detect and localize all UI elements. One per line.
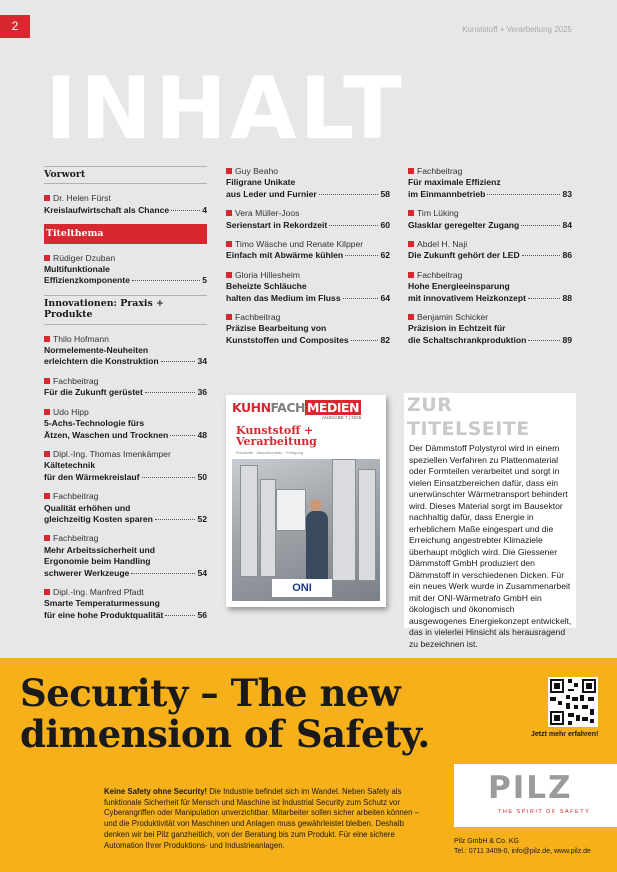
toc-title-line: aus Leder und Furnier 58 xyxy=(226,188,390,199)
title-page-box xyxy=(404,393,576,649)
toc-title-line: Hohe Energieeinsparung xyxy=(408,281,510,292)
toc-entry[interactable] xyxy=(226,239,390,262)
cover-logo: ONI xyxy=(272,579,332,597)
ad-body-text: Keine Safety ohne Security! Die Industrie befindet sich im Wandel. Neben Safety als funktionale Sicherheit für Mensch und Maschine ist Industrial Security zum Schutz vor Cyberangriffen oder Manipulation unverzichtbar. Mitarbeiter sollen sicher arbeiten können – und die Produktivität von Maschinen und Anlagen muss gewährleistet bleiben. Deshalb denken wir bei Pilz ganzheitlich, von der Beratung bis zum Produkt. Für eine sichere Automation Ihrer Produktions- und Industrieanlagen. xyxy=(104,787,419,850)
toc-page: 4 xyxy=(202,204,207,215)
toc-page: 50 xyxy=(197,471,207,482)
toc-title-line: Beheizte Schläuche xyxy=(226,281,307,292)
cover-brand: KUHNFACH MEDIEN xyxy=(232,400,359,415)
toc-page: 52 xyxy=(197,513,207,524)
toc-entry[interactable] xyxy=(408,270,572,304)
toc-column-2 xyxy=(226,166,390,354)
toc-title-line: Effizienzkomponente 5 xyxy=(44,275,207,286)
toc-entry[interactable] xyxy=(44,253,207,287)
toc-entry[interactable] xyxy=(44,334,207,368)
toc-title-line: schwerer Werkzeuge 54 xyxy=(44,567,207,578)
toc-entry[interactable] xyxy=(408,208,572,231)
toc-title-line: Ätzen, Waschen und Trocknen 48 xyxy=(44,429,207,440)
toc-page: 62 xyxy=(380,250,390,261)
toc-page: 82 xyxy=(380,334,390,345)
title-page-heading: ZUR TITELSEITE xyxy=(407,394,530,440)
toc-entry[interactable] xyxy=(408,166,572,200)
ad-headline: Security – The new dimension of Safety. xyxy=(20,671,430,756)
toc-entry[interactable] xyxy=(44,376,207,399)
toc-page: 60 xyxy=(380,219,390,230)
toc-title-line: Serienstart in Rekordzeit 60 xyxy=(226,219,390,230)
toc-author: Rüdiger Dzuban xyxy=(44,253,207,264)
toc-page: 88 xyxy=(562,292,572,303)
toc-entry[interactable] xyxy=(44,533,207,579)
toc-title-line: Kunststoffen und Composites 82 xyxy=(226,334,390,345)
toc-title-line: für eine hohe Produktqualität 56 xyxy=(44,609,207,620)
pilz-logo: PILZ xyxy=(488,770,573,806)
toc-entry[interactable] xyxy=(44,587,207,621)
toc-title-line: gleichzeitig Kosten sparen 52 xyxy=(44,513,207,524)
toc-page: 58 xyxy=(380,188,390,199)
toc-page: 86 xyxy=(562,250,572,261)
toc-author: Tim Lüking xyxy=(408,208,572,219)
toc-entry[interactable] xyxy=(408,312,572,346)
qr-code-icon[interactable] xyxy=(548,677,598,727)
toc-author: Fachbeitrag xyxy=(44,533,207,544)
toc-page: 54 xyxy=(197,567,207,578)
toc-entry[interactable] xyxy=(44,407,207,441)
ad-contact xyxy=(454,837,591,857)
toc-entry[interactable] xyxy=(44,193,207,216)
toc-author: Benjamin Schicker xyxy=(408,312,572,323)
pilz-tagline: THE SPIRIT OF SAFETY xyxy=(498,809,591,815)
toc-entry[interactable] xyxy=(408,239,572,262)
toc-title-line: Präzision in Echtzeit für xyxy=(408,323,506,334)
toc-title-line: Ergonomie beim Handling xyxy=(44,556,151,567)
section-heading-innovationen: Innovationen: Praxis + Produkte xyxy=(44,295,207,325)
toc-entry[interactable] xyxy=(226,208,390,231)
page-title: INHALT xyxy=(45,59,405,159)
toc-page: 5 xyxy=(202,275,207,286)
toc-title-line: Smarte Temperaturmessung xyxy=(44,598,160,609)
qr-call-to-action[interactable]: Jetzt mehr erfahren! xyxy=(531,731,599,738)
page-number: 2 xyxy=(0,15,30,38)
toc-author: Fachbeitrag xyxy=(408,270,572,281)
toc-title-line: Qualität erhöhen und xyxy=(44,502,131,513)
toc-author: Fachbeitrag xyxy=(408,166,572,177)
toc-page: 56 xyxy=(197,609,207,620)
toc-author: Dipl.-Ing. Manfred Pfadt xyxy=(44,587,207,598)
toc-author: Gloria Hillesheim xyxy=(226,270,390,281)
toc-page: 84 xyxy=(562,219,572,230)
toc-title-line: 5-Achs-Technologie fürs xyxy=(44,418,145,429)
toc-title-line: Präzise Bearbeitung von xyxy=(226,323,327,334)
toc-title-line: Mehr Arbeitssicherheit und xyxy=(44,544,155,555)
ad-company: Pilz GmbH & Co. KG xyxy=(454,838,519,845)
toc-title-line: mit innovativem Heizkonzept 88 xyxy=(408,292,572,303)
toc-title-line: die Schaltschrankproduktion 89 xyxy=(408,334,572,345)
cover-title: Kunststoff + Verarbeitung xyxy=(236,424,317,448)
cover-issue: AUSGABE 7 | 2025 xyxy=(322,415,362,420)
toc-author: Fachbeitrag xyxy=(226,312,390,323)
toc-page: 48 xyxy=(197,429,207,440)
toc-author: Guy Beaho xyxy=(226,166,390,177)
toc-title-line: Einfach mit Abwärme kühlen 62 xyxy=(226,250,390,261)
toc-title-line: im Einmannbetrieb 83 xyxy=(408,188,572,199)
toc-page: 83 xyxy=(562,188,572,199)
toc-page: 89 xyxy=(562,334,572,345)
toc-author: Fachbeitrag xyxy=(44,376,207,387)
toc-author: Dipl.-Ing. Thomas Imenkämper xyxy=(44,449,207,460)
toc-title-line: Für maximale Effizienz xyxy=(408,177,501,188)
toc-author: Udo Hipp xyxy=(44,407,207,418)
toc-page: 34 xyxy=(197,356,207,367)
toc-author: Dr. Helen Fürst xyxy=(44,193,207,204)
toc-title-line: Glasklar geregelter Zugang 84 xyxy=(408,219,572,230)
toc-entry[interactable] xyxy=(226,312,390,346)
toc-author: Vera Müller-Joos xyxy=(226,208,390,219)
toc-title-line: für den Wärmekreislauf 50 xyxy=(44,471,207,482)
toc-title-line: Kältetechnik xyxy=(44,460,96,471)
section-heading-titelthema: Titelthema xyxy=(44,224,207,243)
cover-subtitle: Rohstoffe · Maschinenbau · Fertigung xyxy=(236,450,304,455)
toc-title-line: halten das Medium im Fluss 64 xyxy=(226,292,390,303)
toc-title-line: Kreislaufwirtschaft als Chance 4 xyxy=(44,204,207,215)
magazine-cover-image xyxy=(226,395,386,607)
toc-page: 64 xyxy=(380,292,390,303)
toc-entry[interactable] xyxy=(226,270,390,304)
toc-author: Timo Wäsche und Renate Kilpper xyxy=(226,239,390,250)
toc-title-line: Filigrane Unikate xyxy=(226,177,296,188)
toc-entry[interactable] xyxy=(44,449,207,483)
toc-title-line: Normelemente-Neuheiten xyxy=(44,345,149,356)
cover-photo xyxy=(232,459,380,601)
toc-title-line: Die Zukunft gehört der LED 86 xyxy=(408,250,572,261)
toc-author: Fachbeitrag xyxy=(44,491,207,502)
section-heading-vorwort: Vorwort xyxy=(44,166,207,184)
pilz-logo-box xyxy=(454,764,617,827)
toc-author: Abdel H. Naji xyxy=(408,239,572,250)
toc-title-line: Für die Zukunft gerüstet 36 xyxy=(44,387,207,398)
toc-entry[interactable] xyxy=(226,166,390,200)
toc-author: Thilo Hofmann xyxy=(44,334,207,345)
toc-page: 36 xyxy=(197,387,207,398)
title-page-text: Der Dämmstoff Polystyrol wird in einem speziellen Verfahren zu Plattenmaterial oder Formteilen verarbeitet und sorgt in vielen Einsatzbereichen dafür, dass ein unerwünschter Wärmetransport behindert wird. Dieses Material sorgt im Bausektor nachhaltig dafür, dass Energie in erheblichem Maße eingespart und die Erreichung angestrebter Klimaziele überhaupt möglich wird. Die Giessener Dämmstoff GmbH produziert den Dämmstoff in verschiedenen Dicken. Für ein neues Werk wurde in Zusammenarbeit mit der ONI-Wärmetrafo GmbH ein ökologisch und ökonomisch ausgewogenes Energiekonzept entwickelt, das in vielerlei Hinsicht als herausragend zu bezeichnen ist. xyxy=(409,443,572,649)
toc-title-line: erleichtern die Konstruktion 34 xyxy=(44,356,207,367)
toc-column-1 xyxy=(44,166,207,629)
toc-entry[interactable] xyxy=(44,491,207,525)
ad-contact-line: Tel.: 0711 3409-0, info@pilz.de, www.pilz.de xyxy=(454,848,591,855)
running-title: Kunststoff + Verarbeitung 2025 xyxy=(462,25,572,34)
toc-title-line: Multifunktionale xyxy=(44,264,110,275)
toc-column-3 xyxy=(408,166,572,354)
